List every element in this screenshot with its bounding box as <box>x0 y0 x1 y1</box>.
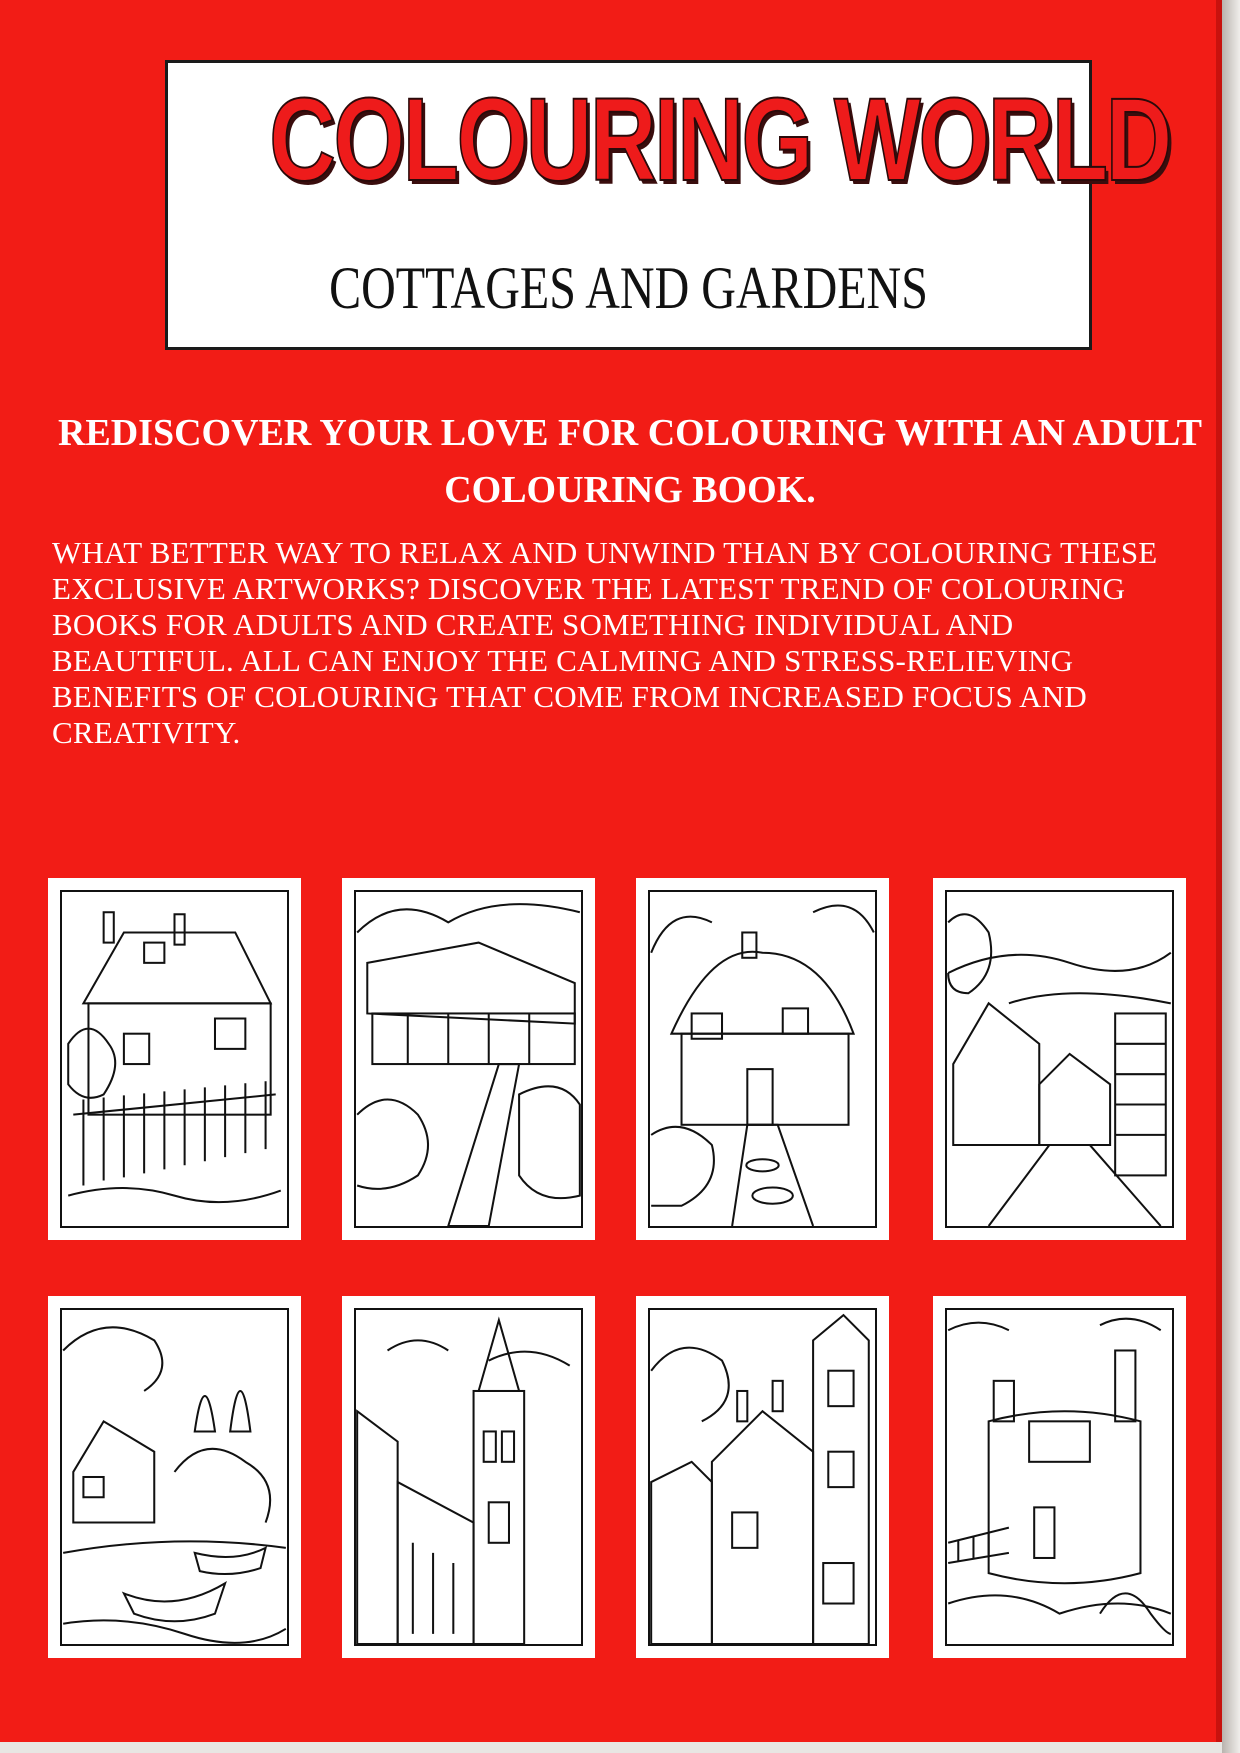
village-street-illustration <box>945 890 1174 1228</box>
riverside-cottage-illustration <box>60 1308 289 1646</box>
book-edge <box>1222 0 1240 1753</box>
thumbnail-timber-cottage <box>342 878 595 1240</box>
book-subtitle: COTTAGES AND GARDENS <box>329 255 928 321</box>
thumbnail-castle-tower <box>933 1296 1186 1658</box>
thumbnail-village-street <box>933 878 1186 1240</box>
thumbnail-old-town-houses <box>636 1296 889 1658</box>
thumbnail-church-tower <box>342 1296 595 1658</box>
brand-title: COLOURING WORLD <box>269 74 1170 206</box>
thumbnail-thatched-cottage <box>636 878 889 1240</box>
castle-tower-illustration <box>945 1308 1174 1646</box>
church-tower-illustration <box>354 1308 583 1646</box>
old-town-houses-illustration <box>648 1308 877 1646</box>
thumbnail-stone-cottage <box>48 878 301 1240</box>
thumbnail-riverside-cottage <box>48 1296 301 1658</box>
description: WHAT BETTER WAY TO RELAX AND UNWIND THAN BY COLOURING THESE EXCLUSIVE ARTWORKS? DISCOVER THE LATEST TREND OF COLOURING BOOKS FOR ADULTS AND CREATE SOMETHING INDIVIDUAL AND BEAUTIFUL. ALL CAN ENJOY THE CALMING AND STRESS-RELIEVING BENEFITS OF COLOURING THAT COME FROM INCREASED FOCUS AND CREATIVITY. <box>52 535 1158 750</box>
headline: REDISCOVER YOUR LOVE FOR COLOURING WITH AN ADULT COLOURING BOOK. <box>57 412 1203 511</box>
title-box <box>165 60 1170 350</box>
stone-cottage-illustration <box>60 890 289 1228</box>
timber-cottage-illustration <box>354 890 583 1228</box>
thatched-cottage-illustration <box>648 890 877 1228</box>
